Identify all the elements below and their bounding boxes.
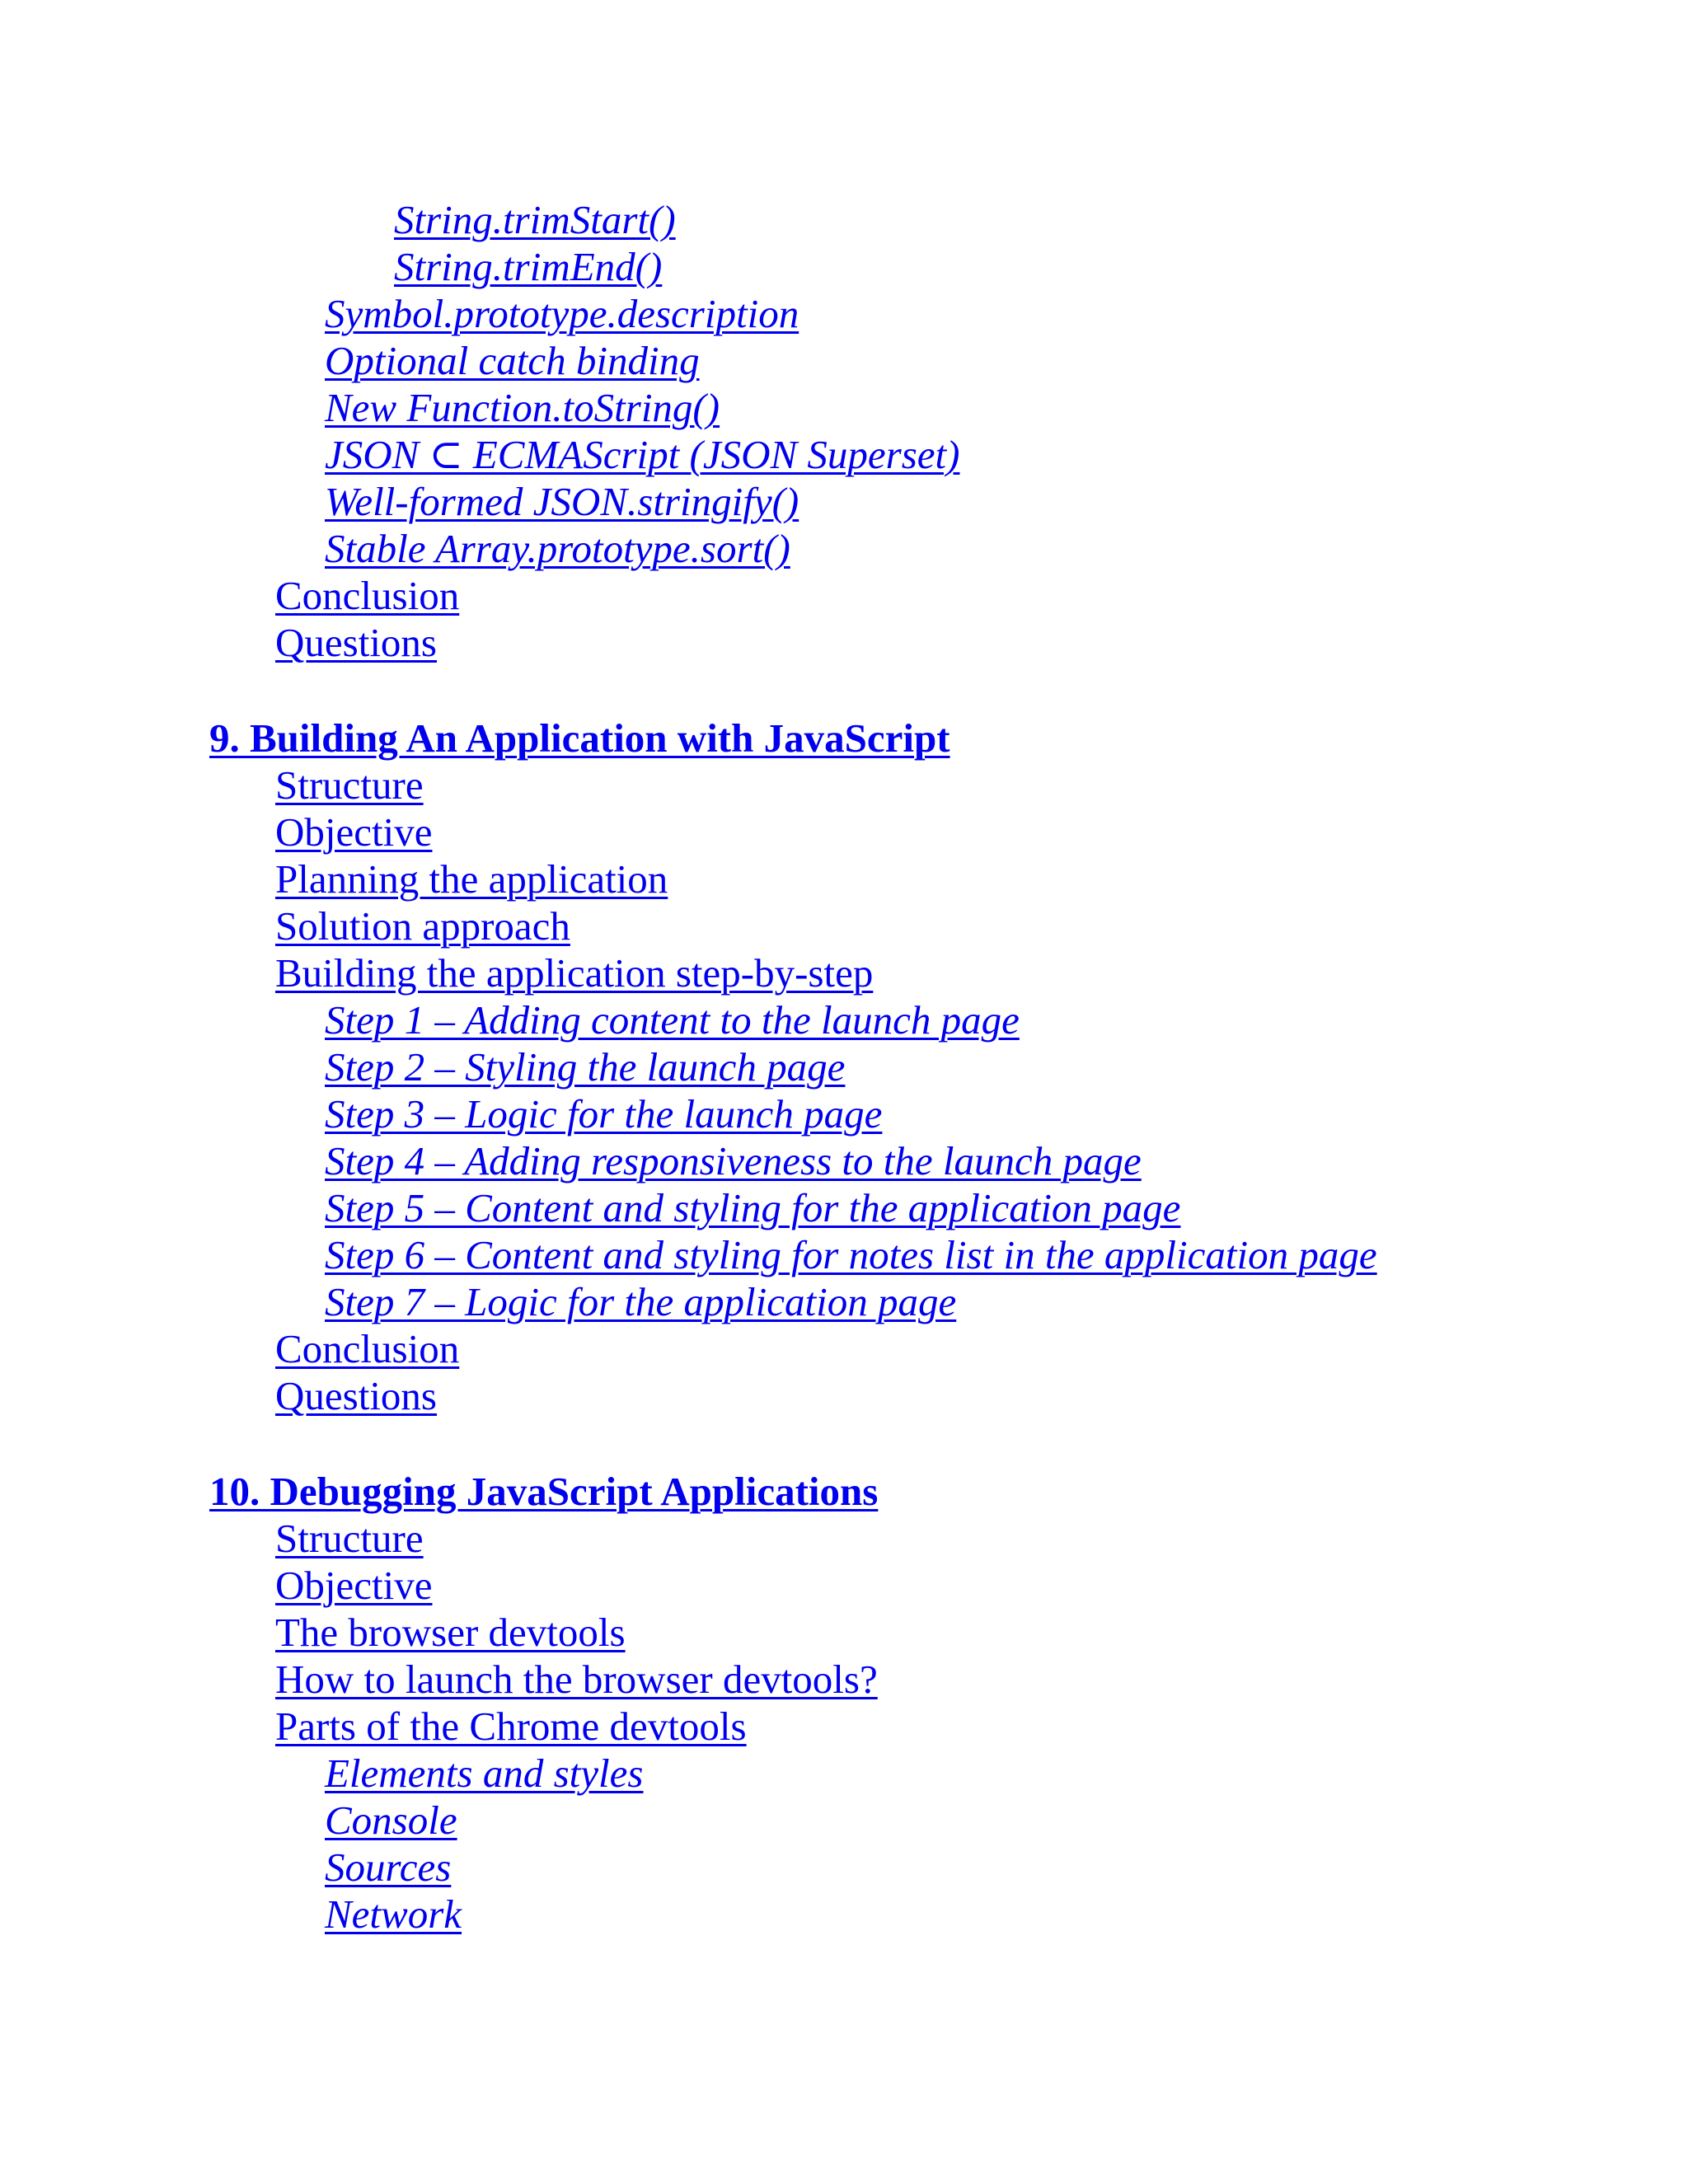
toc-subsection-link[interactable]: Optional catch binding xyxy=(325,338,700,383)
toc-section-link[interactable]: Building the application step-by-step xyxy=(275,950,874,996)
toc-subsection-link[interactable]: Step 3 – Logic for the launch page xyxy=(325,1091,883,1137)
toc-section-link[interactable]: The browser devtools xyxy=(275,1610,626,1655)
toc-subsection-link[interactable]: Stable Array.prototype.sort() xyxy=(325,526,790,571)
toc-section-link[interactable]: Questions xyxy=(275,1373,437,1418)
toc-subsection-link[interactable]: Step 1 – Adding content to the launch page xyxy=(325,997,1020,1043)
toc-subsection-link[interactable]: Step 5 – Content and styling for the application page xyxy=(325,1185,1181,1230)
toc-subsection-link[interactable]: Well-formed JSON.stringify() xyxy=(325,479,799,524)
toc-section-link[interactable]: Conclusion xyxy=(275,573,460,618)
toc-section-link[interactable]: Planning the application xyxy=(275,856,668,902)
toc-subsection-link[interactable]: Symbol.prototype.description xyxy=(325,291,799,336)
toc-subsection-link[interactable]: Elements and styles xyxy=(325,1750,644,1796)
toc-subsubsection-link[interactable]: String.trimStart() xyxy=(394,197,676,242)
toc-section-link[interactable]: Structure xyxy=(275,1516,424,1561)
toc-subsection-link[interactable]: Step 7 – Logic for the application page xyxy=(325,1279,957,1324)
toc-subsection-link[interactable]: Sources xyxy=(325,1844,452,1890)
toc-section-link[interactable]: Conclusion xyxy=(275,1326,460,1371)
toc-section-link[interactable]: Parts of the Chrome devtools xyxy=(275,1704,747,1749)
toc-subsection-link[interactable]: Network xyxy=(325,1891,462,1937)
toc-chapter-link[interactable]: 10. Debugging JavaScript Applications xyxy=(209,1469,879,1514)
toc-subsection-link[interactable]: JSON ⊂ ECMAScript (JSON Superset) xyxy=(325,432,960,477)
toc-subsection-link[interactable]: Console xyxy=(325,1797,457,1843)
toc-section-link[interactable]: Structure xyxy=(275,762,424,808)
toc-chapter-link[interactable]: 9. Building An Application with JavaScript xyxy=(209,715,950,761)
toc-section-link[interactable]: Objective xyxy=(275,809,433,855)
toc-subsection-link[interactable]: New Function.toString() xyxy=(325,385,720,430)
toc-subsection-link[interactable]: Step 4 – Adding responsiveness to the launch page xyxy=(325,1138,1142,1183)
toc-section-link[interactable]: Solution approach xyxy=(275,903,570,949)
toc-subsubsection-link[interactable]: String.trimEnd() xyxy=(394,244,663,289)
toc-subsection-link[interactable]: Step 2 – Styling the launch page xyxy=(325,1044,846,1090)
toc-section-link[interactable]: Questions xyxy=(275,620,437,665)
toc-section-link[interactable]: Objective xyxy=(275,1563,433,1608)
toc-subsection-link[interactable]: Step 6 – Content and styling for notes list in the application page xyxy=(325,1232,1377,1277)
toc-section-link[interactable]: How to launch the browser devtools? xyxy=(275,1657,878,1702)
